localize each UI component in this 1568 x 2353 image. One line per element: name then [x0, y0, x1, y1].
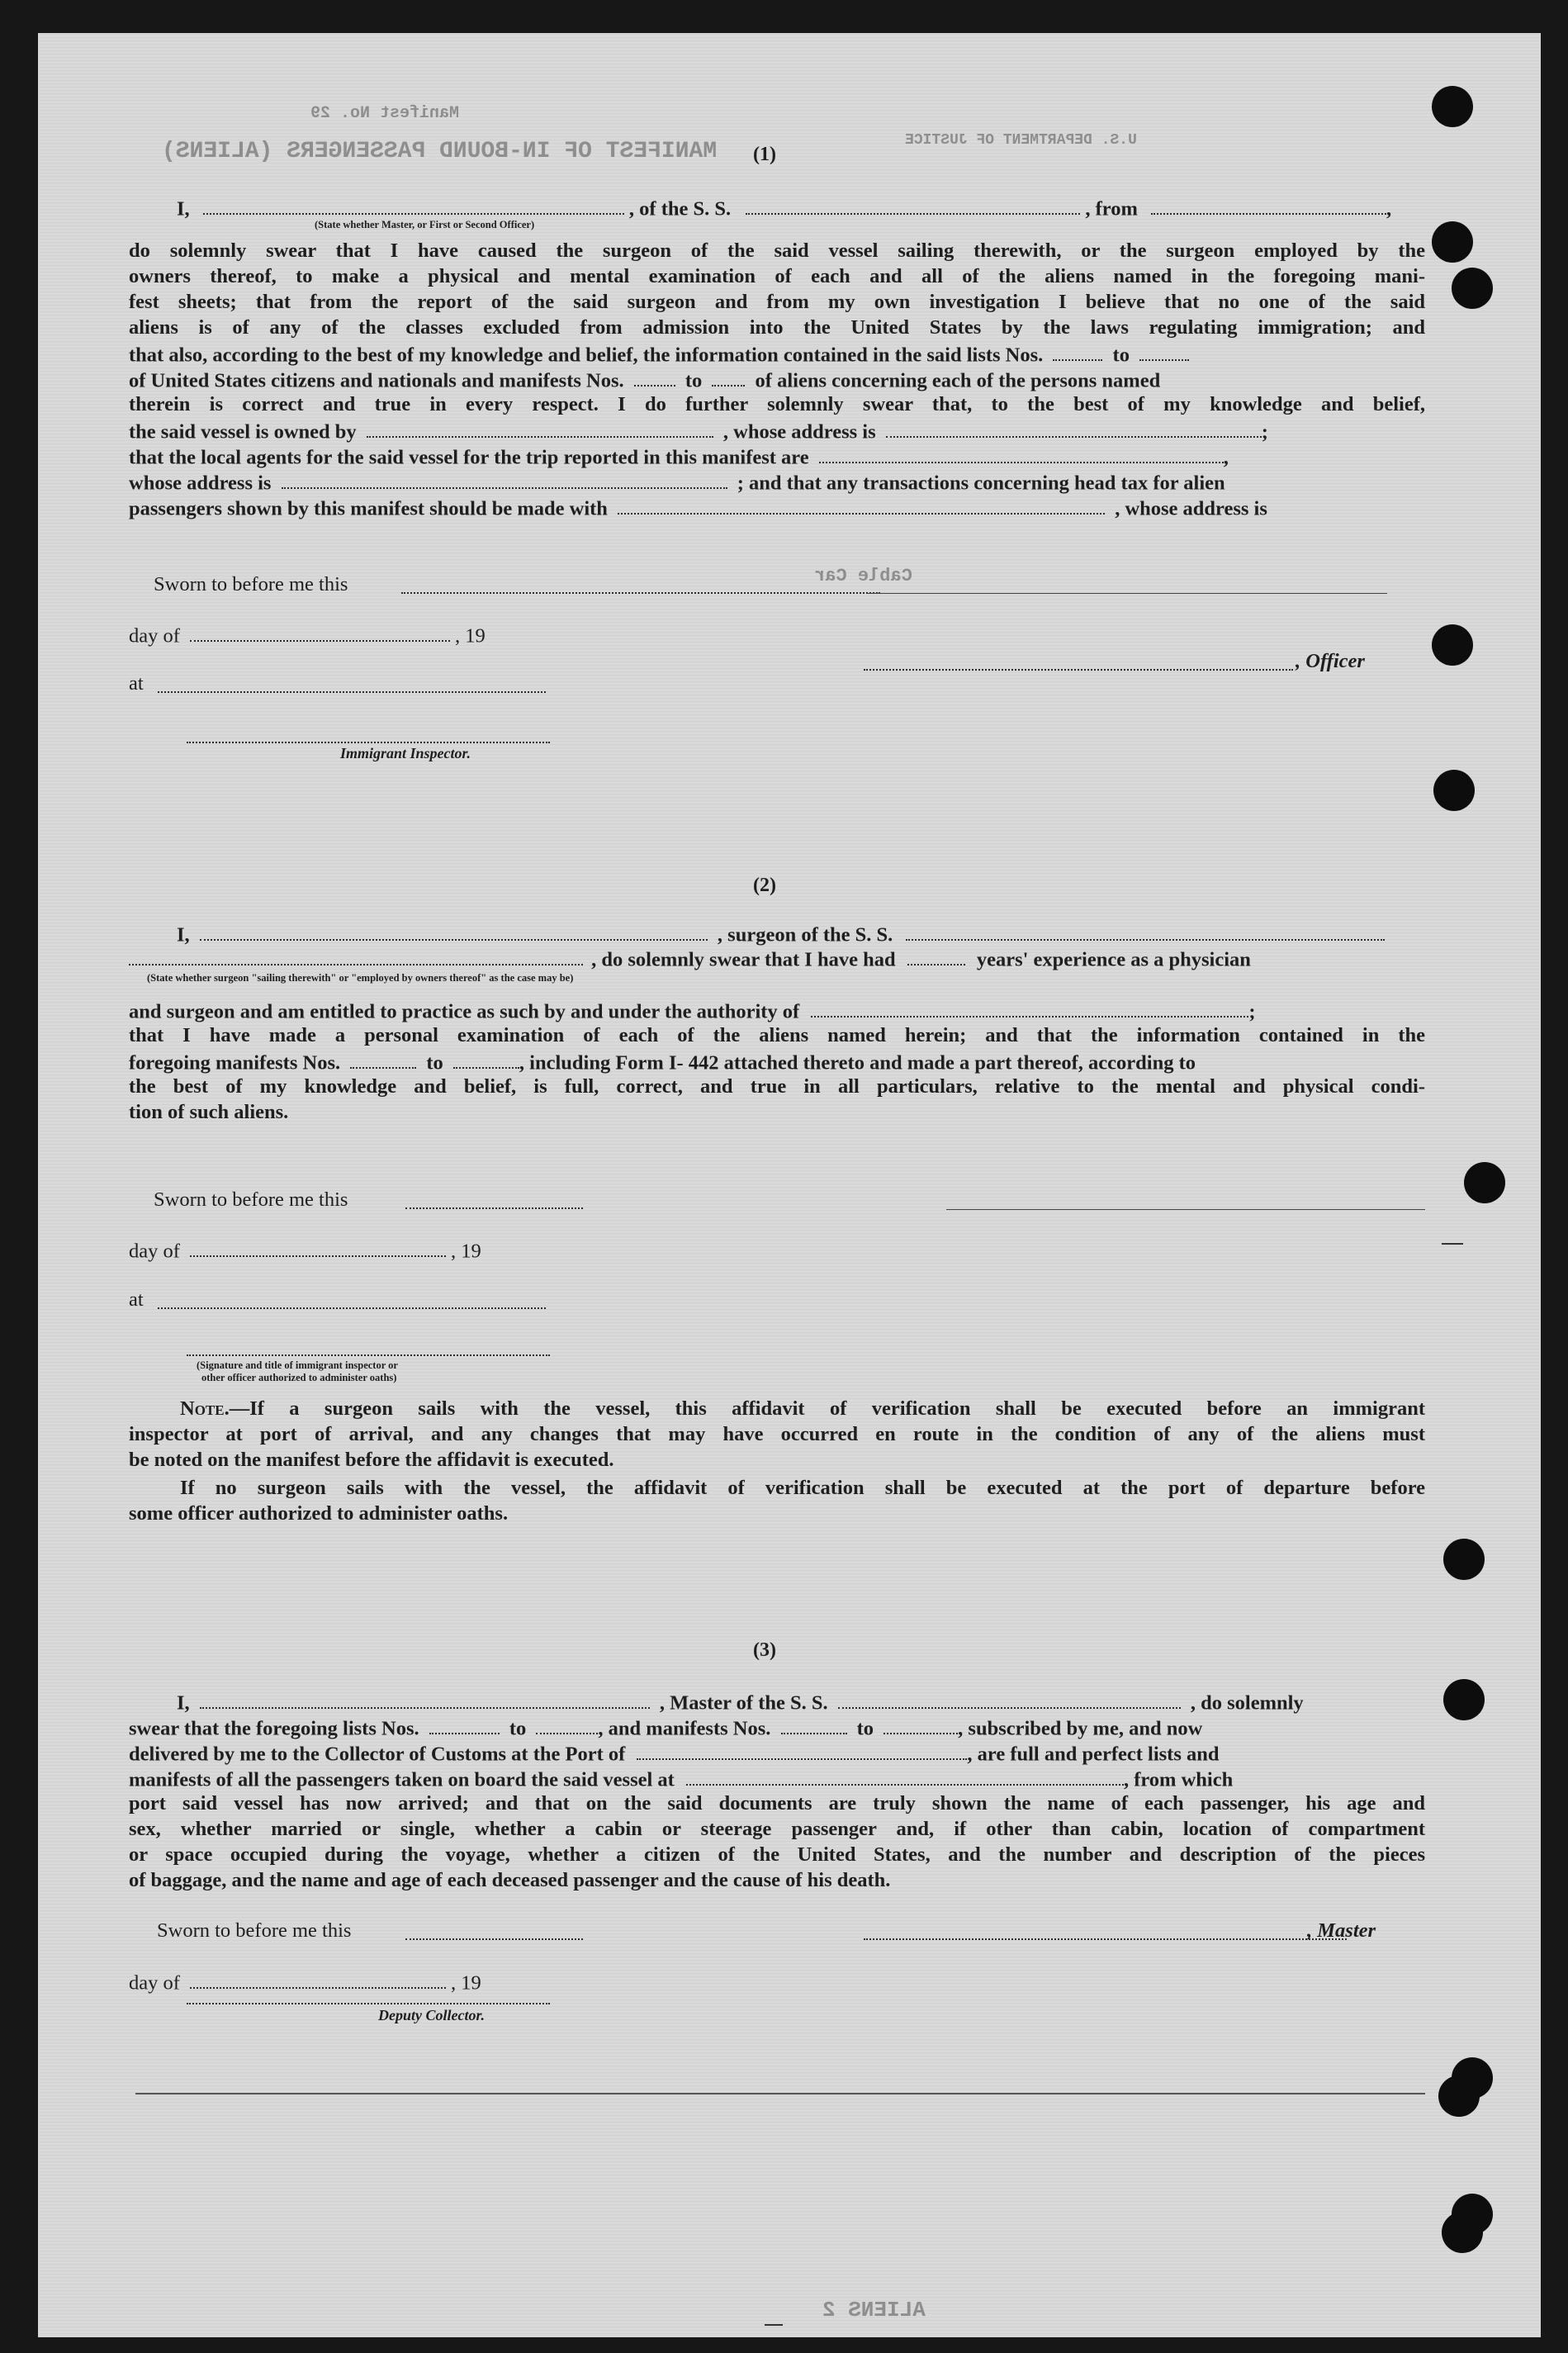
- s2-sig-line: [187, 1354, 550, 1356]
- s1-line-11: whose address is ; and that any transactions concerning head tax for alien: [129, 468, 1425, 496]
- s1-line-5: aliens is of any of the classes excluded from admission into the United States by the laws regulating immigration; and: [129, 316, 1425, 339]
- s1-day-of-line: day of , 19: [129, 621, 486, 648]
- s2-sworn-line: [405, 1207, 583, 1209]
- s3-line-2: swear that the foregoing lists Nos. to , and manifests Nos. to , subscribed by me, and now: [129, 1714, 1425, 1741]
- manifest-page: [38, 33, 1541, 2337]
- s1-line-8: therein is correct and true in every respect. I do further solemnly swear that, to the best of my knowledge and belief,: [129, 393, 1425, 415]
- punch-hole: [1432, 221, 1473, 263]
- s1-officer-signature-line: [867, 593, 1387, 594]
- s3-deputy-label: Deputy Collector.: [378, 2007, 485, 2023]
- s1-inspector-label: Immigrant Inspector.: [340, 745, 471, 761]
- s2-day-of-line: day of , 19: [129, 1236, 481, 1264]
- bleed-through-title: MANIFEST OF IN-BOUND PASSENGERS (ALIENS): [162, 139, 718, 164]
- section-1-number: (1): [753, 144, 776, 165]
- s3-sworn-label: Sworn to before me this: [157, 1919, 352, 1942]
- s2-note-line-2: inspector at port of arrival, and any changes that may have occurred en route in the condition of any of the aliens must: [129, 1423, 1425, 1445]
- s2-surgeon-caption: (State whether surgeon "sailing therewith" or "employed by owners thereof" as the case may be): [147, 972, 574, 984]
- punch-hole: [1452, 268, 1493, 309]
- s1-at-label: at: [129, 672, 144, 695]
- bleed-through-cable: Cable Car: [814, 566, 912, 586]
- s3-line-1: I, , Master of the S. S. , do solemnly: [177, 1688, 1425, 1715]
- s2-line-4: that I have made a personal examination of each of the aliens named herein; and that the information contained in the: [129, 1024, 1425, 1046]
- s3-day-of-line: day of , 19: [129, 1968, 481, 1995]
- s3-line-5: port said vessel has now arrived; and that on the said documents are truly shown the name of each passenger, his age and: [129, 1792, 1425, 1815]
- s2-note-line-1: Note.—If a surgeon sails with the vessel, this affidavit of verification shall be executed before an immigrant: [180, 1397, 1425, 1420]
- bleed-through-dept: U.S. DEPARTMENT OF JUSTICE: [905, 132, 1137, 149]
- s1-officer-line: [864, 669, 1293, 671]
- s1-sworn-label: Sworn to before me this: [154, 573, 348, 595]
- punch-hole: [1443, 1679, 1485, 1720]
- s1-inspector-line: [187, 742, 550, 743]
- punch-hole: [1464, 1162, 1505, 1203]
- s2-line-6: the best of my knowledge and belief, is full, correct, and true in all particulars, relative to the mental and physical condi-: [129, 1075, 1425, 1098]
- s1-sworn-line: [401, 592, 880, 594]
- margin-dash: [1442, 1243, 1463, 1245]
- s2-at-label: at: [129, 1288, 144, 1311]
- s1-line-6: that also, according to the best of my knowledge and belief, the information contained in the said lists Nos. to: [129, 340, 1425, 368]
- s2-sig-caption-1: (Signature and title of immigrant inspector or: [197, 1359, 398, 1371]
- s2-note2-line-1: If no surgeon sails with the vessel, the affidavit of verification shall be executed at the port of departure before: [180, 1477, 1425, 1499]
- s1-line-10: that the local agents for the said vessel for the trip reported in this manifest are ,: [129, 443, 1425, 470]
- s2-line-5: foregoing manifests Nos. to , including Form I- 442 attached thereto and made a part thereof, according to: [129, 1048, 1425, 1075]
- s2-sworn-label: Sworn to before me this: [154, 1188, 348, 1211]
- s2-sig-caption-2: other officer authorized to administer oaths): [201, 1372, 397, 1383]
- s3-line-6: sex, whether married or single, whether a cabin or steerage passenger and, if other than cabin, location of compartment: [129, 1818, 1425, 1840]
- s3-line-4: manifests of all the passengers taken on board the said vessel at , from which: [129, 1765, 1425, 1792]
- bottom-rule: [135, 2093, 1425, 2094]
- s3-sworn-line: [405, 1938, 583, 1940]
- s2-line-1: I, , surgeon of the S. S.: [177, 920, 1425, 947]
- s1-line-9: the said vessel is owned by , whose address is ;: [129, 417, 1425, 444]
- s1-at-line: [158, 691, 546, 693]
- s3-master-line: [864, 1938, 1347, 1940]
- s1-line-7: of United States citizens and nationals and manifests Nos. to of aliens concerning each of the persons named: [129, 366, 1425, 393]
- s1-line-12: passengers shown by this manifest should be made with , whose address is: [129, 494, 1425, 521]
- punch-hole: [1432, 624, 1473, 666]
- bleed-through-sheet: Manifest No. 29: [310, 104, 460, 123]
- s2-note-line-3: be noted on the manifest before the affidavit is executed.: [129, 1449, 614, 1471]
- s3-line-7: or space occupied during the voyage, whether a citizen of the United States, and the number and description of the pieces: [129, 1843, 1425, 1866]
- s2-note2-line-2: some officer authorized to administer oaths.: [129, 1502, 509, 1525]
- punch-hole: [1442, 2212, 1483, 2253]
- s3-line-3: delivered by me to the Collector of Customs at the Port of , are full and perfect lists and: [129, 1739, 1425, 1767]
- s2-at-line: [158, 1307, 546, 1309]
- s3-deputy-line: [187, 2003, 550, 2004]
- section-2-number: (2): [753, 875, 776, 896]
- footer-dash: [765, 2324, 783, 2326]
- punch-hole: [1432, 86, 1473, 127]
- s3-master-label: , Master: [1307, 1919, 1376, 1942]
- s2-line-7: tion of such aliens.: [129, 1101, 289, 1123]
- s1-line-4: fest sheets; that from the report of the said surgeon and from my own investigation I believe that no one of the said: [129, 291, 1425, 313]
- s1-line-2: do solemnly swear that I have caused the surgeon of the said vessel sailing therewith, or the surgeon employed by the: [129, 240, 1425, 262]
- punch-hole: [1433, 770, 1475, 811]
- section-3-number: (3): [753, 1639, 776, 1661]
- s1-officer-label: , Officer: [1296, 650, 1365, 672]
- s3-line-8: of baggage, and the name and age of each deceased passenger and the cause of his death.: [129, 1869, 891, 1891]
- s2-line-2: , do solemnly swear that I have had years' experience as a physician: [129, 945, 1425, 972]
- s2-line-3: and surgeon and am entitled to practice as such by and under the authority of ;: [129, 997, 1425, 1024]
- bleed-through-aliens: ALIENS 2: [822, 2298, 926, 2322]
- s1-line-1: I, , of the S. S. , from ,: [177, 194, 1425, 221]
- s2-signature-line: [946, 1209, 1425, 1210]
- s1-line-3: owners thereof, to make a physical and mental examination of each and all of the aliens named in the foregoing mani-: [129, 265, 1425, 287]
- punch-hole: [1438, 2075, 1480, 2117]
- s1-officer-caption: (State whether Master, or First or Second Officer): [315, 219, 535, 230]
- punch-hole: [1443, 1539, 1485, 1580]
